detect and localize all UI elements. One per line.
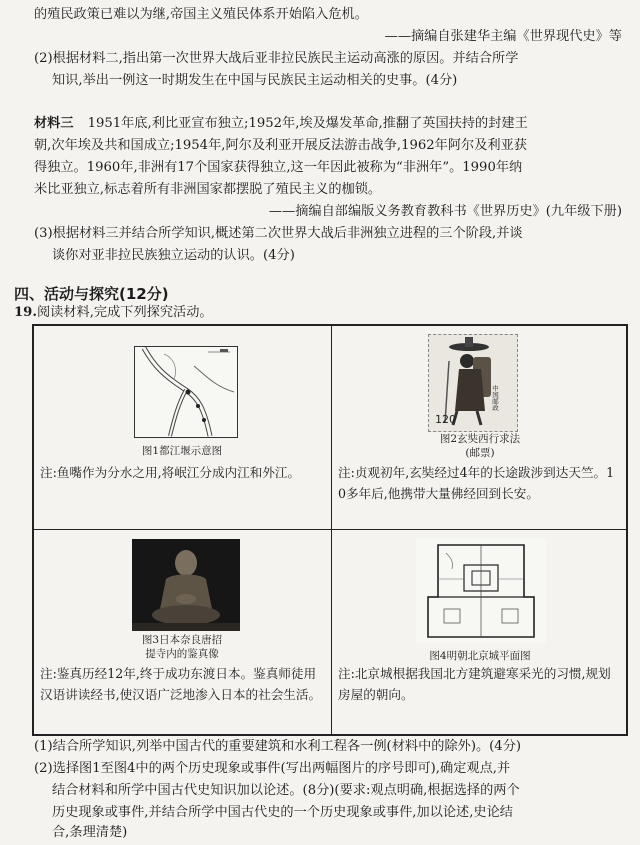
- dujiangyan-map: [134, 346, 238, 438]
- figure-caption-line: 图3日本奈良唐招: [141, 634, 223, 646]
- question-text: (3)根据材料三并结合所学知识,概述第二次世界大战后非洲独立进程的三个阶段,并谈: [34, 226, 523, 241]
- jianzhen-statue-photo: [132, 539, 240, 631]
- question-text: 知识,举出一例这一时期发生在中国与民族民主运动相关的史事。(4分): [52, 73, 458, 88]
- beijing-city-plan: [416, 539, 546, 643]
- material-line: [34, 113, 528, 135]
- figure-cell-1: [34, 326, 330, 529]
- source-citation: ——摘编自部编版义务教育教科书《世界历史》(九年级下册): [268, 204, 622, 219]
- figure-note: 注:北京城根据我国北方建筑避寒采光的习惯,规划房屋的朝向。: [338, 666, 611, 702]
- question-text: (2)根据材料二,指出第一次世界大战后亚非拉民族民主运动高涨的原因。并结合所学: [34, 51, 519, 66]
- figure-caption-line: 提寺内的鉴真像: [145, 648, 219, 660]
- figure-caption: [332, 432, 628, 460]
- question-text: 合,条理清楚): [52, 825, 128, 840]
- xuanzang-stamp: [428, 334, 518, 432]
- figure-grid: [32, 324, 628, 736]
- question-text: 历史现象或事件,并结合所学中国古代史的一个历史现象或事件,加以论述,史论结: [52, 805, 513, 820]
- figure-cell-3: [34, 531, 330, 734]
- figure-cell-4: [332, 531, 628, 734]
- stamp-value: 120: [435, 413, 456, 426]
- material-text: 朝,次年埃及共和国成立;1954年,阿尔及利亚开展反法游击战争,1962年阿尔及利亚获: [34, 138, 527, 153]
- figure-cell-2: [332, 326, 628, 529]
- material-label: 材料三: [34, 116, 74, 131]
- question-text: 谈你对亚非拉民族独立运动的认识。(4分): [52, 248, 295, 263]
- material-text: 米比亚独立,标志着所有非洲国家都摆脱了殖民主义的枷锁。: [34, 182, 382, 197]
- material-text: 得独立。1960年,非洲有17个国家获得独立,这一年因此被称为“非洲年”。1990年纳: [34, 160, 523, 175]
- question-text: (1)结合所学知识,列举中国古代的重要建筑和水利工程各一例(材料中的除外)。(4分): [34, 739, 522, 754]
- source-citation: ——摘编自张建华主编《世界现代史》等: [384, 29, 622, 44]
- figure-caption-line: 图2玄奘西行求法: [439, 433, 521, 445]
- seated-monk-icon: [132, 539, 240, 631]
- figure-caption: 图1都江堰示意图: [141, 445, 223, 457]
- material-text: 1951年底,利比亚宣布独立;1952年,埃及爆发革命,推翻了英国扶持的封建王: [87, 116, 528, 131]
- xuanzang-figure-icon: [429, 335, 517, 431]
- question-number: 19.: [14, 305, 37, 320]
- figure-caption-line: (邮票): [465, 447, 495, 459]
- section-heading: 四、活动与探究(12分): [14, 285, 169, 303]
- question-19: [14, 302, 213, 324]
- figure-caption: 图4明朝北京城平面图: [429, 650, 531, 662]
- figure-note: 注:鱼嘴作为分水之用,将岷江分成内江和外江。: [40, 465, 301, 480]
- figure-caption: [34, 633, 330, 661]
- question-text: (2)选择图1至图4中的两个历史现象或事件(写出两幅图片的序号即可),确定观点,并: [34, 761, 511, 776]
- figure-note: 注:鉴真历经12年,终于成功东渡日本。鉴真师徒用汉语讲读经书,使汉语广泛地渗入日本的社会生活。: [40, 666, 322, 702]
- question-text: 结合材料和所学中国古代史知识加以论述。(8分)(要求:观点明确,根据选择的两个: [52, 783, 520, 798]
- text-line: 的殖民政策已难以为继,帝国主义殖民体系开始陷入危机。: [34, 7, 368, 22]
- figure-note: 注:贞观初年,玄奘经过4年的长途跋涉到达天竺。10多年后,他携带大量佛经回到长安。: [338, 465, 615, 501]
- question-prompt: 阅读材料,完成下列探究活动。: [36, 305, 213, 320]
- stamp-label: 中国邮政: [491, 385, 499, 411]
